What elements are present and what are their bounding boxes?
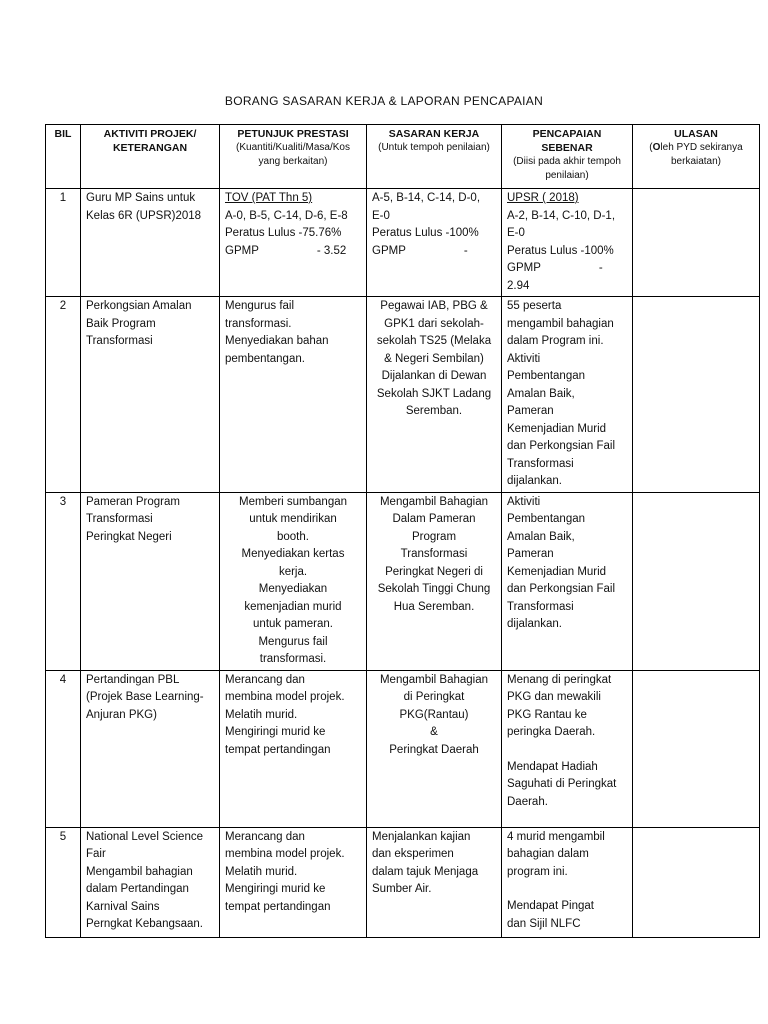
cell-line: dan Perkongsian Fail [507, 583, 616, 595]
cell-line: membina model projek. [225, 848, 345, 860]
cell-line: Seremban. [405, 405, 463, 417]
cell-line: Pertandingan PBL [86, 673, 180, 686]
cell-line: Hua Seremban. [393, 600, 475, 613]
cell-line: Baik Program [86, 317, 156, 330]
row-1-pencapaian-pass-rate: Peratus Lulus -100% [507, 244, 614, 257]
row-3-pencapaian [502, 492, 633, 670]
header-ulasan-sub [638, 141, 754, 169]
row-2-petunjuk [220, 297, 367, 493]
cell-line: Dalam Pameran [392, 513, 476, 525]
header-ulasan-sub-bold: O [652, 142, 661, 153]
cell-line: Daerah. [507, 795, 548, 808]
cell-line: 4 murid mengambil [507, 830, 605, 843]
row-2-sasaran [367, 297, 502, 493]
target-report-table [45, 124, 760, 938]
row-1-sasaran-gpmp [372, 243, 496, 261]
cell-line: Pembentangan [507, 370, 586, 382]
cell-line: Mengiringi murid ke [225, 726, 326, 738]
cell-line: Merancang dan [225, 673, 305, 686]
cell-line: Program [411, 530, 457, 543]
cell-line: Aktiviti [507, 352, 541, 365]
row-4-pencapaian [502, 670, 633, 827]
row-5-ulasan [633, 827, 760, 937]
cell-line: GPK1 dari sekolah- [384, 317, 484, 330]
cell-line: pembentangan. [225, 352, 305, 365]
cell-line: Mengurus fail [258, 635, 328, 648]
cell-line: Pegawai IAB, PBG & [380, 300, 488, 312]
header-sasaran-sub: (Untuk tempoh penilaian) [378, 142, 490, 153]
cell-line: Perngkat Kebangsaan. [86, 918, 204, 930]
cell-line: Pembentangan [507, 513, 586, 525]
cell-line: & [430, 726, 438, 738]
cell-line: tempat pertandingan [225, 743, 331, 756]
cell-line: transformasi. [225, 317, 292, 330]
table-row [46, 492, 760, 670]
header-petunjuk-label: PETUNJUK PRESTASI [237, 128, 349, 140]
row-4-petunjuk [220, 670, 367, 827]
row-1-sasaran-grades: A-5, B-14, C-14, D-0, [372, 192, 481, 204]
cell-line: untuk pameran. [253, 618, 333, 630]
cell-line: kemenjadian murid [244, 600, 342, 613]
cell-line: dalam tajuk Menjaga [372, 865, 479, 878]
cell-line: Transformasi [86, 335, 153, 347]
cell-line: bahagian dalam [507, 848, 589, 860]
row-1-sasaran-grades-cont: E-0 [372, 209, 390, 222]
cell-line: Menyediakan kertas [241, 548, 345, 560]
row-1-pencapaian-gpmp-value: - 2.94 [507, 262, 603, 292]
row-1-pencapaian-gpmp-label: GPMP [507, 262, 541, 274]
table-row [46, 827, 760, 937]
row-5-pencapaian-part-a [507, 829, 627, 882]
document-title: BORANG SASARAN KERJA & LAPORAN PENCAPAIAN [224, 94, 544, 108]
row-1-petunjuk-grades: A-0, B-5, C-14, D-6, E-8 [225, 209, 348, 222]
cell-line: Mengiringi murid ke [225, 883, 326, 895]
row-3-bil: 3 [46, 492, 81, 670]
cell-line: Sekolah SJKT Ladang [376, 387, 492, 400]
row-4-aktiviti [81, 670, 220, 827]
row-2-ulasan [633, 297, 760, 493]
cell-line: Mengurus fail [225, 300, 295, 312]
cell-line: dijalankan. [507, 475, 562, 487]
row-1-sasaran-pass-rate: Peratus Lulus -100% [372, 227, 479, 239]
cell-line: dijalankan. [507, 618, 562, 630]
cell-line: Saguhati di Peringkat [507, 778, 617, 790]
cell-line: Pameran [507, 548, 554, 560]
row-1-sasaran [367, 189, 502, 297]
cell-line: Menyediakan bahan [225, 335, 329, 347]
cell-line: dalam Program ini. [507, 335, 604, 347]
cell-line: untuk mendirikan [249, 513, 337, 525]
header-bil: BIL [46, 125, 81, 189]
cell-line: Mengambil Bahagian [379, 673, 489, 686]
cell-line: dan eksperimen [372, 848, 454, 860]
cell-line: Fair [86, 848, 106, 860]
row-2-pencapaian [502, 297, 633, 493]
cell-line: Mengambil bahagian [86, 865, 193, 878]
cell-line: Mendapat Hadiah [507, 760, 598, 773]
row-1-pencapaian-grades: A-2, B-14, C-10, D-1, [507, 209, 616, 222]
row-3-aktiviti [81, 492, 220, 670]
row-1-pencapaian-grades-cont: E-0 [507, 227, 525, 239]
cell-line: Memberi sumbangan [238, 495, 348, 508]
row-4-ulasan [633, 670, 760, 827]
cell-line: Karnival Sains [86, 900, 160, 913]
cell-line: transformasi. [259, 653, 327, 665]
cell-line: Peringkat Negeri di [385, 565, 483, 578]
row-4-pencapaian-part-b [507, 759, 627, 812]
cell-line: mengambil bahagian [507, 317, 614, 330]
row-3-petunjuk [220, 492, 367, 670]
cell-line: Dijalankan di Dewan [381, 370, 487, 382]
row-1-pencapaian [502, 189, 633, 297]
cell-line: Pameran [507, 405, 554, 417]
row-5-sasaran [367, 827, 502, 937]
header-row [46, 125, 760, 189]
cell-line: Kemenjadian Murid [507, 565, 607, 578]
row-1-sasaran-gpmp-value: - [463, 244, 468, 257]
cell-line: Mengambil Bahagian [379, 495, 489, 508]
row-1-pencapaian-gpmp [507, 260, 627, 295]
row-2-bil: 2 [46, 297, 81, 493]
row-1-ulasan [633, 189, 760, 297]
row-1-aktiviti-line: Kelas 6R (UPSR)2018 [86, 209, 202, 222]
row-2-aktiviti [81, 297, 220, 493]
cell-line: Transformasi [86, 513, 153, 525]
row-5-pencapaian [502, 827, 633, 937]
cell-line: (Projek Base Learning- [86, 691, 204, 703]
cell-line: dan Perkongsian Fail [507, 440, 616, 452]
cell-line: Merancang dan [225, 830, 305, 843]
cell-line: National Level Science [86, 830, 203, 843]
cell-line: Melatih murid. [225, 708, 298, 721]
cell-line: Menjalankan kajian [372, 830, 471, 843]
row-1-sasaran-gpmp-label: GPMP [372, 244, 406, 257]
cell-line: Menang di peringkat [507, 673, 612, 686]
cell-line: Perkongsian Amalan [86, 300, 192, 312]
cell-line: Peringkat Daerah [389, 743, 479, 756]
row-1-pencapaian-heading: UPSR ( 2018) [507, 192, 579, 204]
cell-line: Kemenjadian Murid [507, 422, 607, 435]
header-ulasan-sub-open: ( [649, 142, 653, 153]
header-pencapaian-sub: (Diisi pada akhir tempoh penilaian) [513, 156, 621, 181]
cell-line: Transformasi [507, 600, 574, 613]
row-1-petunjuk-gpmp-value: - 3.52 [316, 244, 347, 257]
header-aktiviti: AKTIVITI PROJEK/ KETERANGAN [81, 125, 220, 189]
row-1-petunjuk-heading: TOV (PAT Thn 5) [225, 192, 313, 204]
header-sasaran [367, 125, 502, 189]
cell-line: Pameran Program [86, 495, 180, 508]
cell-line: Melatih murid. [225, 865, 298, 878]
cell-line: Aktiviti [507, 495, 541, 508]
cell-line: Anjuran PKG) [86, 708, 157, 721]
cell-line: PKG dan mewakili [507, 691, 601, 703]
cell-line: Transformasi [400, 548, 468, 560]
row-1-petunjuk-pass-rate: Peratus Lulus -75.76% [225, 227, 342, 239]
table-row [46, 297, 760, 493]
row-5-pencapaian-part-b [507, 898, 627, 933]
cell-line: Sekolah Tinggi Chung [377, 583, 491, 595]
row-5-bil: 5 [46, 827, 81, 937]
row-4-pencapaian-part-a [507, 672, 627, 742]
row-4-sasaran [367, 670, 502, 827]
header-ulasan-label: ULASAN [674, 128, 718, 140]
header-ulasan [633, 125, 760, 189]
cell-line: kerja. [278, 565, 308, 578]
cell-line: Menyediakan [258, 583, 328, 595]
cell-line: membina model projek. [225, 691, 345, 703]
header-petunjuk [220, 125, 367, 189]
header-sasaran-label: SASARAN KERJA [388, 128, 480, 140]
cell-line: Peringkat Negeri [86, 530, 172, 543]
cell-line: 55 peserta [507, 300, 562, 312]
row-1-petunjuk [220, 189, 367, 297]
header-pencapaian [502, 125, 633, 189]
cell-line: dalam Pertandingan [86, 883, 189, 895]
cell-line: di Peringkat [403, 691, 465, 703]
row-1-aktiviti [81, 189, 220, 297]
row-5-aktiviti [81, 827, 220, 937]
row-3-ulasan [633, 492, 760, 670]
row-1-aktiviti-line: Guru MP Sains untuk [86, 192, 196, 204]
cell-line: tempat pertandingan [225, 900, 331, 913]
cell-line: peringka Daerah. [507, 726, 596, 738]
cell-line: Amalan Baik, [507, 530, 575, 543]
header-pencapaian-label: PENCAPAIAN SEBENAR [532, 128, 602, 154]
cell-line: PKG Rantau ke [507, 708, 587, 721]
row-5-petunjuk [220, 827, 367, 937]
header-ulasan-sub-rest: leh PYD sekiranya berkaiatan) [660, 142, 743, 167]
cell-line: dan Sijil NLFC [507, 917, 581, 930]
row-1-petunjuk-gpmp-label: GPMP [225, 244, 259, 257]
cell-line: Sumber Air. [372, 883, 432, 895]
cell-line: program ini. [507, 865, 568, 878]
row-1-petunjuk-gpmp [225, 243, 361, 261]
cell-line: PKG(Rantau) [399, 708, 469, 721]
table-row [46, 670, 760, 827]
row-1-bil: 1 [46, 189, 81, 297]
header-petunjuk-sub: (Kuantiti/Kualiti/Masa/Kos yang berkaitan) [236, 142, 350, 167]
table-row [46, 189, 760, 297]
cell-line: Mendapat Pingat [507, 900, 594, 912]
cell-line: & Negeri Sembilan) [384, 352, 484, 365]
cell-line: Transformasi [507, 457, 574, 470]
row-4-bil: 4 [46, 670, 81, 827]
cell-line: sekolah TS25 (Melaka [376, 335, 492, 347]
cell-line: Amalan Baik, [507, 387, 575, 400]
row-3-sasaran [367, 492, 502, 670]
cell-line: booth. [277, 530, 309, 543]
